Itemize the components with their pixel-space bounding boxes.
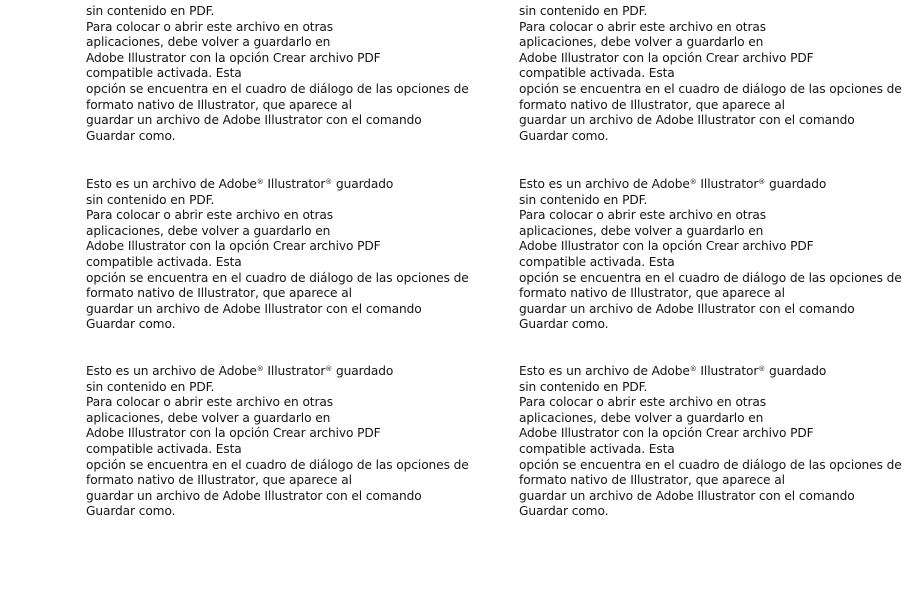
text-segment: Guardar como. [86,504,176,519]
text-line [86,489,469,505]
right-notice-block-1 [519,4,902,144]
text-segment: Guardar como. [519,317,609,332]
text-line [86,473,469,489]
text-line [519,98,902,114]
text-segment: compatible activada. Esta [519,441,675,456]
text-line [519,35,902,51]
text-segment: sin contenido en PDF. [519,192,648,207]
text-line [86,51,469,67]
registered-mark: ® [758,365,766,373]
text-line [519,129,902,145]
text-line [519,317,902,333]
text-segment: Para colocar o abrir este archivo en otras [519,395,767,410]
text-line [519,504,902,520]
registered-mark: ® [325,178,333,186]
text-line [86,302,469,318]
text-line [519,20,902,36]
text-line [86,255,469,271]
text-segment: Illustrator [263,177,326,191]
text-line [519,66,902,82]
text-line [519,255,902,271]
registered-mark: ® [689,178,697,186]
text-line [86,224,469,240]
text-line [86,271,469,287]
text-segment: Adobe Illustrator con la opción Crear archivo PDF [86,50,381,65]
text-segment: aplicaciones, debe volver a guardarlo en [86,223,331,238]
text-line [86,504,469,520]
text-line [86,129,469,145]
text-segment: Adobe Illustrator con la opción Crear archivo PDF [86,239,381,254]
text-line [86,395,469,411]
text-segment: aplicaciones, debe volver a guardarlo en [519,410,764,425]
text-segment: Esto es un archivo de Adobe [519,177,690,191]
text-segment: Adobe Illustrator con la opción Crear archivo PDF [519,239,814,254]
text-line [86,113,469,129]
text-line [86,208,469,224]
text-segment: sin contenido en PDF. [86,4,215,18]
text-segment: Adobe Illustrator con la opción Crear archivo PDF [519,50,814,65]
text-line [519,442,902,458]
text-segment: Para colocar o abrir este archivo en otras [86,395,334,410]
text-line [86,239,469,255]
text-segment: Guardar como. [86,128,176,143]
text-line [86,82,469,98]
text-line [86,193,469,209]
text-segment: Para colocar o abrir este archivo en otras [519,19,767,34]
text-segment: Para colocar o abrir este archivo en otras [86,19,334,34]
text-segment: opción se encuentra en el cuadro de diálogo de las opciones de [86,457,469,472]
text-line [519,473,902,489]
text-segment: formato nativo de Illustrator, que aparece al [519,286,785,301]
text-line [519,208,902,224]
left-notice-block-3 [86,364,469,520]
text-segment: sin contenido en PDF. [86,192,215,207]
left-notice-block-1 [86,4,469,144]
text-segment: guardado [332,364,394,378]
registered-mark: ® [325,365,333,373]
text-segment: Illustrator [263,364,326,378]
text-line [86,286,469,302]
text-segment: guardado [332,177,394,191]
left-notice-block-2 [86,177,469,333]
text-segment: opción se encuentra en el cuadro de diálogo de las opciones de [86,270,469,285]
text-segment: Adobe Illustrator con la opción Crear archivo PDF [519,426,814,441]
text-line [519,302,902,318]
text-segment: compatible activada. Esta [86,254,242,269]
text-segment: Esto es un archivo de Adobe [86,177,257,191]
text-segment: guardar un archivo de Adobe Illustrator con el comando [519,488,855,503]
text-segment: formato nativo de Illustrator, que aparece al [519,473,785,488]
registered-mark: ® [256,178,264,186]
text-line [519,395,902,411]
text-line [519,426,902,442]
registered-mark: ® [689,365,697,373]
text-line [519,113,902,129]
registered-mark: ® [758,178,766,186]
text-segment: compatible activada. Esta [519,66,675,81]
text-line [86,20,469,36]
text-line [519,458,902,474]
text-line [519,239,902,255]
text-line [519,271,902,287]
text-segment: aplicaciones, debe volver a guardarlo en [519,35,764,50]
text-segment: guardar un archivo de Adobe Illustrator con el comando [519,301,855,316]
text-segment: guardar un archivo de Adobe Illustrator con el comando [86,488,422,503]
text-segment: Guardar como. [519,128,609,143]
text-segment: formato nativo de Illustrator, que aparece al [86,473,352,488]
text-line [519,380,902,396]
text-segment: aplicaciones, debe volver a guardarlo en [86,410,331,425]
right-notice-block-3 [519,364,902,520]
text-line [86,442,469,458]
text-segment: Guardar como. [86,317,176,332]
text-segment: guardado [765,364,827,378]
text-segment: sin contenido en PDF. [519,4,648,18]
text-segment: compatible activada. Esta [519,254,675,269]
text-line [86,364,469,380]
text-segment: compatible activada. Esta [86,66,242,81]
text-line [86,177,469,193]
text-segment: opción se encuentra en el cuadro de diálogo de las opciones de [519,270,902,285]
text-line [519,193,902,209]
text-line [519,489,902,505]
text-segment: Esto es un archivo de Adobe [86,364,257,378]
text-line [86,35,469,51]
registered-mark: ® [256,365,264,373]
text-line [519,82,902,98]
text-segment: Esto es un archivo de Adobe [519,364,690,378]
text-line [86,4,469,20]
text-segment: formato nativo de Illustrator, que aparece al [86,97,352,112]
text-segment: sin contenido en PDF. [519,379,648,394]
text-segment: opción se encuentra en el cuadro de diálogo de las opciones de [86,81,469,96]
text-segment: Illustrator [696,364,759,378]
text-line [86,411,469,427]
text-segment: sin contenido en PDF. [86,379,215,394]
text-segment: guardado [765,177,827,191]
text-line [519,224,902,240]
text-segment: Guardar como. [519,504,609,519]
text-line [519,286,902,302]
text-line [86,380,469,396]
text-segment: opción se encuentra en el cuadro de diálogo de las opciones de [519,457,902,472]
text-line [519,4,902,20]
text-segment: formato nativo de Illustrator, que aparece al [86,286,352,301]
right-notice-block-2 [519,177,902,333]
text-segment: guardar un archivo de Adobe Illustrator con el comando [519,113,855,128]
text-line [86,458,469,474]
text-segment: Para colocar o abrir este archivo en otras [86,208,334,223]
text-line [519,411,902,427]
text-line [86,426,469,442]
text-line [519,364,902,380]
text-line [86,66,469,82]
text-segment: Para colocar o abrir este archivo en otras [519,208,767,223]
text-segment: opción se encuentra en el cuadro de diálogo de las opciones de [519,81,902,96]
text-line [86,317,469,333]
text-segment: aplicaciones, debe volver a guardarlo en [519,223,764,238]
text-segment: compatible activada. Esta [86,441,242,456]
text-segment: Illustrator [696,177,759,191]
text-segment: formato nativo de Illustrator, que aparece al [519,97,785,112]
text-segment: Adobe Illustrator con la opción Crear archivo PDF [86,426,381,441]
text-segment: guardar un archivo de Adobe Illustrator con el comando [86,113,422,128]
text-line [519,51,902,67]
text-line [519,177,902,193]
text-segment: aplicaciones, debe volver a guardarlo en [86,35,331,50]
text-line [86,98,469,114]
text-segment: guardar un archivo de Adobe Illustrator con el comando [86,301,422,316]
